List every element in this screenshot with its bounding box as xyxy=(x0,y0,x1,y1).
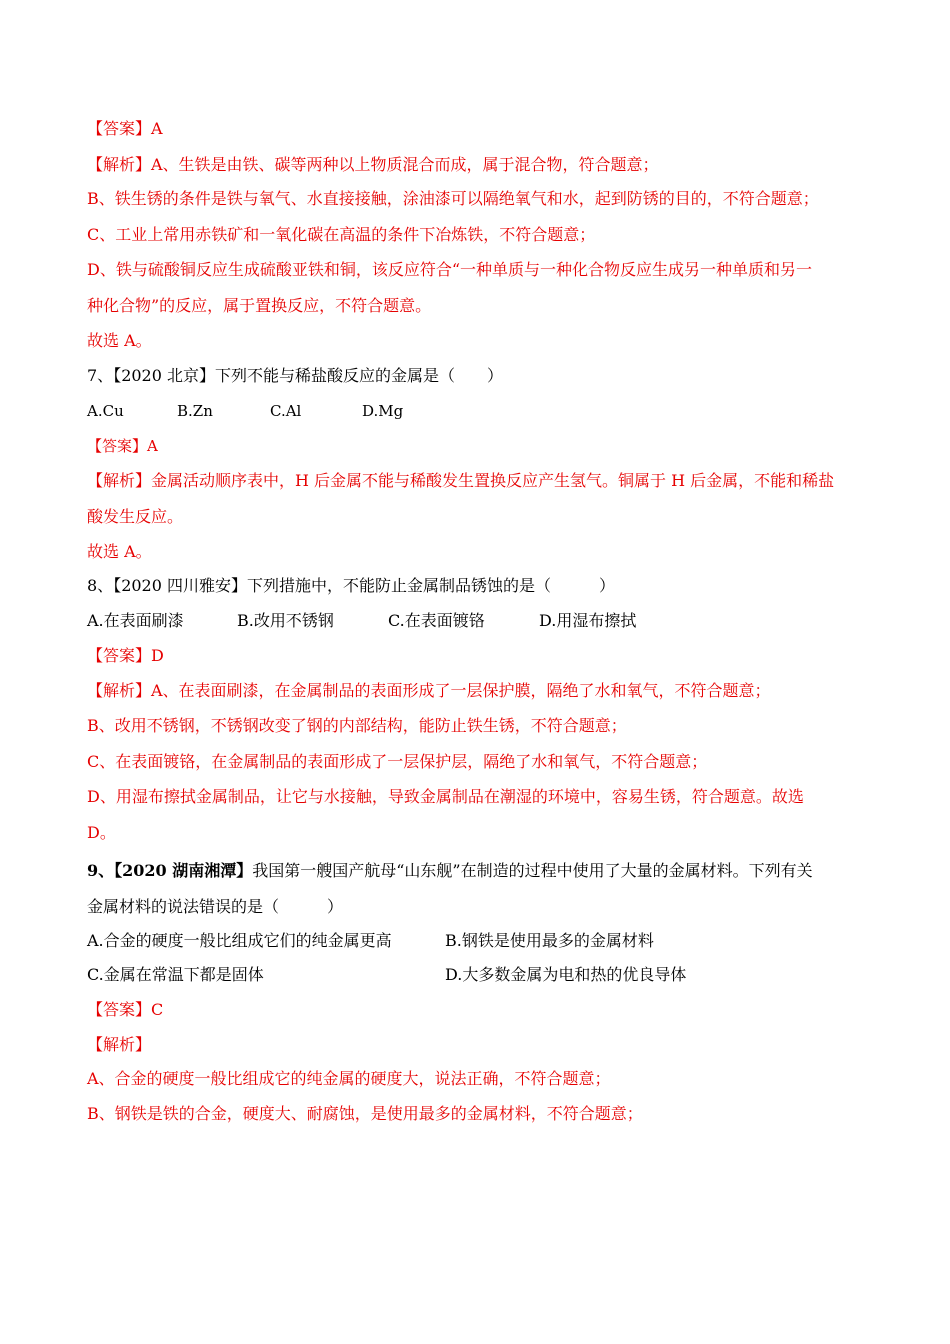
q8-option-b: B.改用不锈钢 xyxy=(237,611,334,630)
q9-question-line1 xyxy=(87,861,813,881)
q8-option-a: A.在表面刷漆 xyxy=(87,611,184,630)
q6-explanation-d-line1: D、铁与硫酸铜反应生成硫酸亚铁和铜，该反应符合“一种单质与一种化合物反应生成另一种单质和另一 xyxy=(87,260,813,279)
q8-option-c: C.在表面镀铬 xyxy=(388,611,485,630)
q7-options xyxy=(87,401,403,421)
q7-number: 7、 xyxy=(87,366,114,385)
q9-source: 【2020 湖南湘潭】 xyxy=(114,861,253,880)
q9-number: 9、 xyxy=(87,861,115,880)
q9-options-row1 xyxy=(87,931,654,951)
q8-stem: 下列措施中，不能防止金属制品锈蚀的是（ ） xyxy=(247,576,616,595)
q6-explanation-a: 【解析】A、生铁是由铁、碳等两种以上物质混合而成，属于混合物，符合题意； xyxy=(87,155,659,174)
q6-choose: 故选 A。 xyxy=(87,331,152,350)
q9-option-d: D.大多数金属为电和热的优良导体 xyxy=(445,965,687,984)
q6-explanation-d-line2: 种化合物”的反应，属于置换反应，不符合题意。 xyxy=(87,296,432,315)
q9-options-row2 xyxy=(87,965,686,985)
q8-explanation-b: B、改用不锈钢，不锈钢改变了钢的内部结构，能防止铁生锈，不符合题意； xyxy=(87,716,627,735)
q7-explanation-line2: 酸发生反应。 xyxy=(87,507,184,526)
q9-explanation-b: B、钢铁是铁的合金，硬度大、耐腐蚀，是使用最多的金属材料，不符合题意； xyxy=(87,1104,643,1123)
q8-explanation-c: C、在表面镀铬，在金属制品的表面形成了一层保护层，隔绝了水和氧气，不符合题意； xyxy=(87,752,708,771)
q8-explanation-a: 【解析】A、在表面刷漆，在金属制品的表面形成了一层保护膜，隔绝了水和氧气，不符合题意； xyxy=(87,681,771,700)
q8-explanation-d-line1: D、用湿布擦拭金属制品，让它与水接触，导致金属制品在潮湿的环境中，容易生锈，符合题意。故选 xyxy=(87,787,804,806)
q7-option-d: D.Mg xyxy=(362,402,404,420)
q7-option-a: A.Cu xyxy=(87,402,124,420)
q8-answer: 【答案】D xyxy=(87,646,164,665)
q9-stem-line2: 金属材料的说法错误的是（ ） xyxy=(87,897,344,916)
q7-answer: 【答案】A xyxy=(87,437,158,455)
q6-explanation-c: C、工业上常用赤铁矿和一氧化碳在高温的条件下冶炼铁，不符合题意； xyxy=(87,225,596,244)
q6-answer: 【答案】A xyxy=(87,119,163,138)
q9-answer: 【答案】C xyxy=(87,1000,164,1019)
q9-explanation-title: 【解析】 xyxy=(87,1035,152,1054)
q7-choose: 故选 A。 xyxy=(87,542,152,561)
q9-stem-line1: 我国第一艘国产航母“山东舰”在制造的过程中使用了大量的金属材料。下列有关 xyxy=(252,861,813,880)
q7-source: 【2020 北京】 xyxy=(113,366,215,385)
q8-option-d: D.用湿布擦拭 xyxy=(539,611,637,630)
q9-explanation-a: A、合金的硬度一般比组成它的纯金属的硬度大，说法正确，不符合题意； xyxy=(87,1069,611,1088)
q9-option-a: A.合金的硬度一般比组成它们的纯金属更高 xyxy=(87,931,392,950)
q7-option-c: C.Al xyxy=(270,402,302,420)
q7-stem: 下列不能与稀盐酸反应的金属是（ ） xyxy=(215,366,504,385)
q8-number: 8、 xyxy=(87,576,114,595)
q8-options xyxy=(87,611,636,631)
q8-source: 【2020 四川雅安】 xyxy=(113,576,247,595)
q6-explanation-b: B、铁生锈的条件是铁与氧气、水直接接触，涂油漆可以隔绝氧气和水，起到防锈的目的，不符合题意； xyxy=(87,189,819,208)
q8-explanation-d-line2: D。 xyxy=(87,823,116,842)
q8-question xyxy=(87,576,615,596)
q7-option-b: B.Zn xyxy=(177,402,213,420)
q9-option-b: B.钢铁是使用最多的金属材料 xyxy=(445,931,654,950)
q9-option-c: C.金属在常温下都是固体 xyxy=(87,965,264,984)
q7-question xyxy=(87,366,503,386)
q7-explanation-line1: 【解析】金属活动顺序表中，H 后金属不能与稀酸发生置换反应产生氢气。铜属于 H 后金属，不能和稀盐 xyxy=(87,471,835,490)
